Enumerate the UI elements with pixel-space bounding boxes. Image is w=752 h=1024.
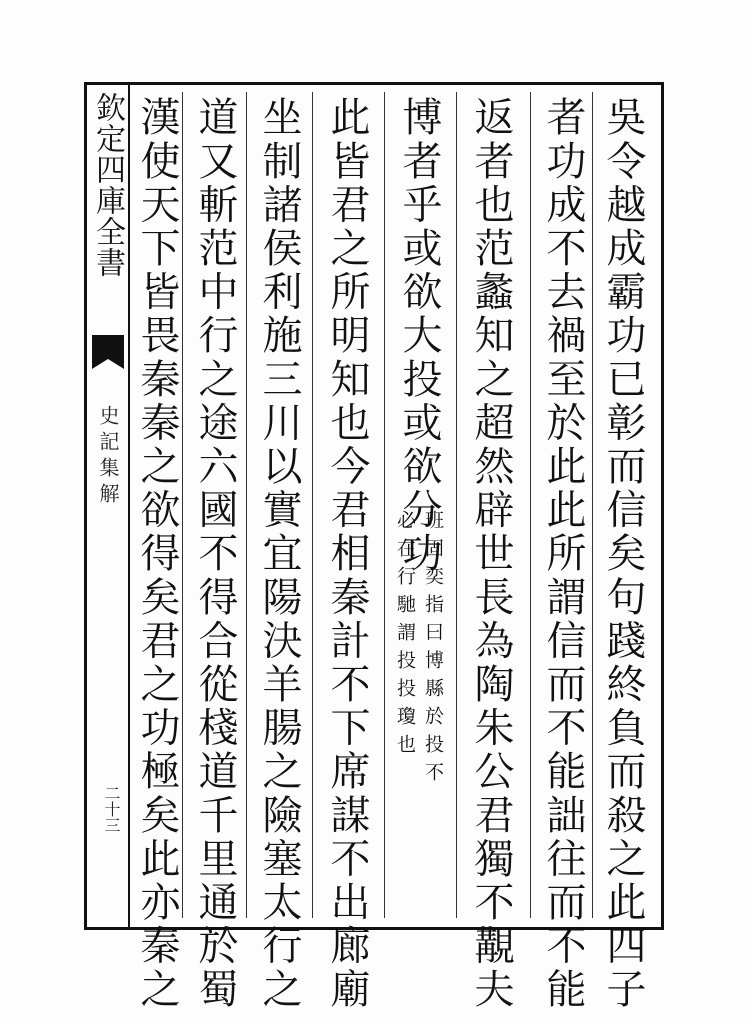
section-title: 史記集解 bbox=[96, 405, 120, 509]
text-column-1: 吳令越成霸功已彰而信矣句踐終負而殺之此四子 bbox=[600, 96, 646, 1012]
text-column-5: 此皆君之所明知也今君相秦計不下席謀不出廊廟 bbox=[324, 96, 370, 1012]
text-column-2: 者功成不去禍至於此此所謂信而不能詘往而不能 bbox=[540, 96, 586, 1012]
annotation-line-left: 必在行馳謂投投瓊也 bbox=[394, 510, 416, 762]
text-column-7: 道又斬范中行之途六國不得合從棧道千里通於蜀 bbox=[192, 96, 238, 1012]
text-column-8: 漢使天下皆畏秦秦之欲得矣君之功極矣此亦秦之 bbox=[134, 96, 180, 1012]
book-title: 欽定四庫全書 bbox=[90, 92, 125, 278]
text-column-4: 博者乎或欲大投或欲分功 bbox=[396, 96, 442, 576]
column-divider bbox=[246, 92, 247, 918]
annotation-line-right: 班固奕指曰博縣於投不 bbox=[422, 510, 444, 790]
column-divider bbox=[312, 92, 313, 918]
column-divider bbox=[456, 92, 457, 918]
column-divider bbox=[384, 92, 385, 918]
page-number: 二十三 bbox=[102, 785, 121, 833]
fishtail-mark-icon bbox=[92, 335, 124, 359]
annotation bbox=[392, 510, 446, 890]
text-column-6: 坐制諸侯利施三川以實宜陽決羊腸之險塞太行之 bbox=[256, 96, 302, 1012]
column-divider bbox=[592, 92, 593, 918]
text-column-3: 返者也范蠡知之超然辟世長為陶朱公君獨不覯夫 bbox=[468, 96, 514, 1012]
column-divider bbox=[530, 92, 531, 918]
